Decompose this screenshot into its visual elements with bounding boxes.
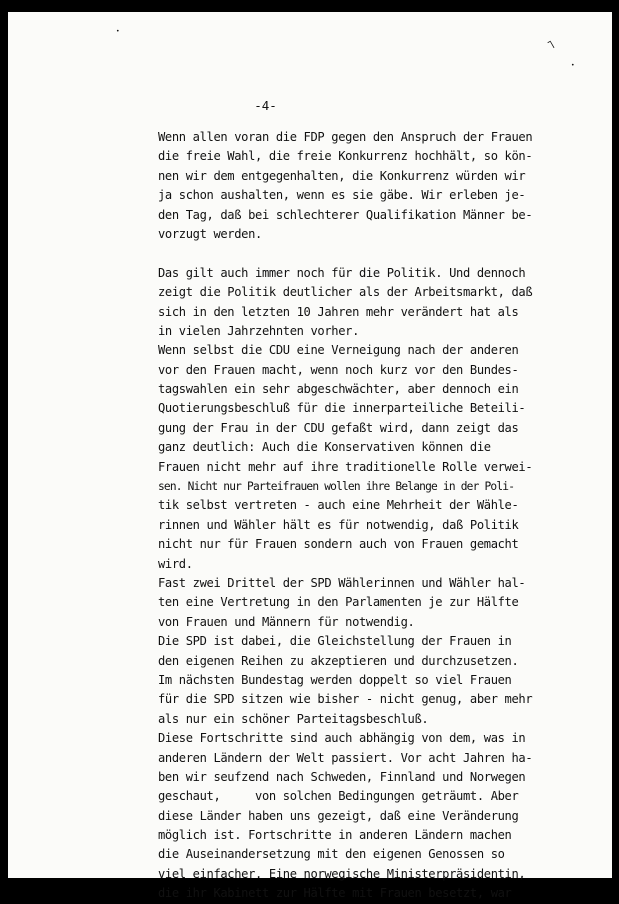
page-body [158, 128, 558, 904]
text-line: die freie Wahl, die freie Konkurrenz hochhält, so kön- [158, 149, 533, 164]
text-line: möglich ist. Fortschritte in anderen Ländern machen [158, 828, 512, 843]
text-line: Fast zwei Drittel der SPD Wählerinnen und Wähler hal- [158, 575, 526, 590]
text-line: sich in den letzten 10 Jahren mehr verändert hat als [158, 304, 519, 319]
text-line: nen wir dem entgegenhalten, die Konkurrenz würden wir [158, 168, 526, 183]
text-line: in vielen Jahrzehnten vorher. [158, 323, 360, 338]
text-line: von Frauen und Männern für notwendig. [158, 614, 415, 629]
text-line: als nur ein schöner Parteitagsbeschluß. [158, 711, 429, 726]
text-line: gung der Frau in der CDU gefaßt wird, dann zeigt das [158, 420, 519, 435]
text-line: Im nächsten Bundestag werden doppelt so viel Frauen [158, 672, 512, 687]
text-line: anderen Ländern der Welt passiert. Vor acht Jahren ha- [158, 750, 533, 765]
scan-speck: • [571, 62, 575, 69]
text-line: den Tag, daß bei schlechterer Qualifikation Männer be- [158, 207, 533, 222]
text-line: diese Länder haben uns gezeigt, daß eine Veränderung [158, 808, 519, 823]
paragraph-gap [158, 244, 558, 263]
text-line: Quotierungsbeschluß für die innerparteiliche Beteili- [158, 401, 526, 416]
text-line: tagswahlen ein sehr abgeschwächter, aber dennoch ein [158, 382, 519, 397]
text-line: Die SPD ist dabei, die Gleichstellung der Frauen in [158, 634, 512, 649]
text-line: den eigenen Reihen zu akzeptieren und durchzusetzen. [158, 653, 519, 668]
text-line: nicht nur für Frauen sondern auch von Frauen gemacht [158, 537, 519, 552]
paragraph-2 [158, 264, 558, 904]
text-line: zeigt die Politik deutlicher als der Arbeitsmarkt, daß [158, 285, 533, 300]
text-line: ganz deutlich: Auch die Konservativen können die [158, 440, 491, 455]
text-line: Frauen nicht mehr auf ihre traditionelle Rolle verwei- [158, 459, 533, 474]
text-line: Das gilt auch immer noch für die Politik. Und dennoch [158, 265, 526, 280]
text-line: Wenn allen voran die FDP gegen den Anspruch der Frauen [158, 130, 533, 144]
text-line: wird. [158, 556, 193, 571]
page-number: -4- [254, 98, 277, 113]
document-page [8, 12, 612, 901]
text-line: ben wir seufzend nach Schweden, Finnland und Norwegen [158, 769, 526, 784]
text-line: die ihr Kabinett zur Hälfte mit Frauen besetzt, war [158, 886, 512, 901]
text-line: tik selbst vertreten - auch eine Mehrheit der Wähle- [158, 498, 519, 513]
scan-speck: • [116, 28, 120, 35]
text-line: sen. Nicht nur Parteifrauen wollen ihre Belange in der Poli- [158, 480, 515, 494]
text-line: vor den Frauen macht, wenn noch kurz vor den Bundes- [158, 362, 519, 377]
text-line: Wenn selbst die CDU eine Verneigung nach der anderen [158, 343, 519, 358]
scan-mark: ˥ [544, 37, 558, 53]
text-line: rinnen und Wähler hält es für notwendig, daß Politik [158, 517, 519, 532]
text-line: ja schon aushalten, wenn es sie gäbe. Wir erleben je- [158, 188, 526, 203]
text-line: für die SPD sitzen wie bisher - nicht genug, aber mehr [158, 692, 533, 707]
text-line: viel einfacher. Eine norwegische Ministerpräsidentin, [158, 866, 526, 881]
text-line: die Auseinandersetzung mit den eigenen Genossen so [158, 847, 505, 862]
text-line: Diese Fortschritte sind auch abhängig von dem, was in [158, 731, 526, 746]
paragraph-1 [158, 128, 558, 244]
text-line: vorzugt werden. [158, 226, 262, 241]
text-line: geschaut, von solchen Bedingungen geträumt. Aber [158, 789, 519, 804]
text-line: ten eine Vertretung in den Parlamenten je zur Hälfte [158, 595, 519, 610]
